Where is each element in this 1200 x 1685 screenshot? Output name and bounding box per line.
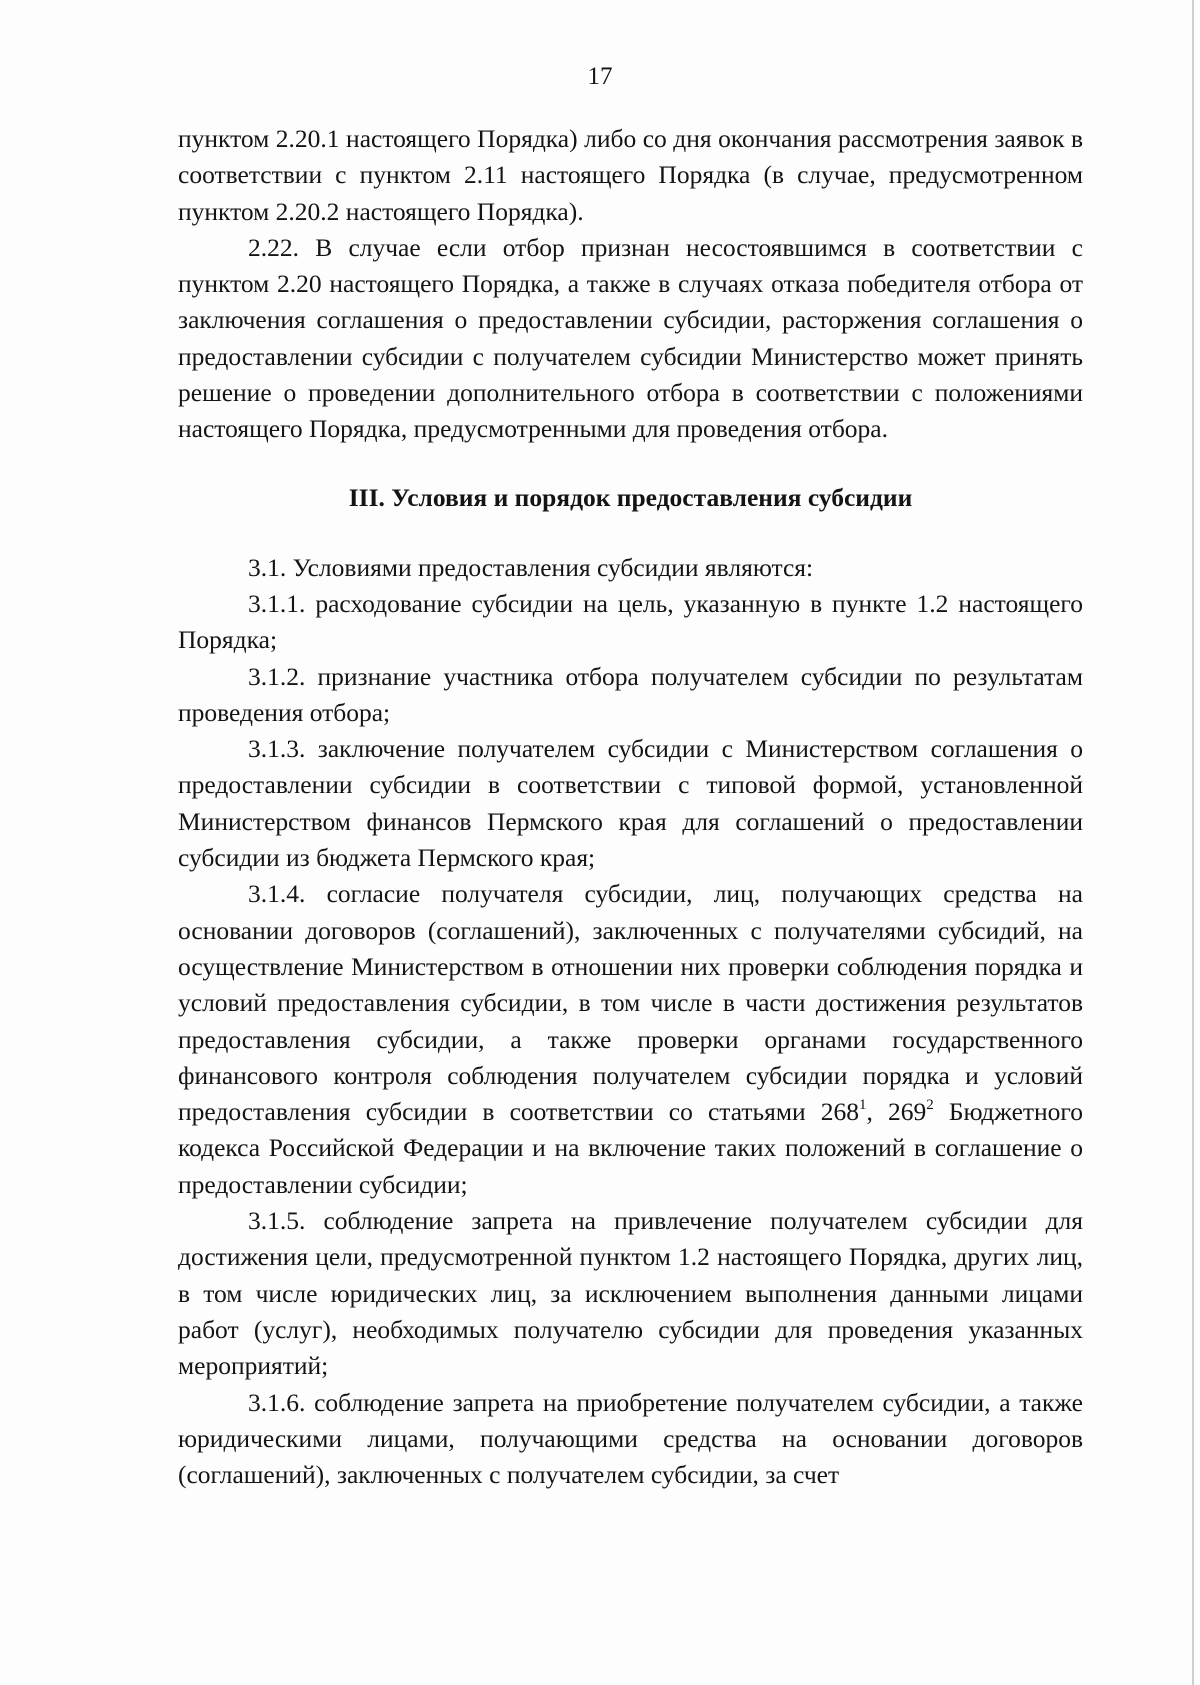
page-number: 17	[587, 63, 613, 90]
paragraph-3-1-4-part1: 3.1.4. согласие получателя субсидии, лиц, получающих средства на основании договоров (соглашений), заключенных с получателями субсидий, на осуществление Министерством в отношении них проверки соблюдения порядка и условий предоставления субсидии, в том числе в части достижения результатов предоставления субсидии, а также проверки органами государственного финансового контроля соблюдения получателем субсидии порядка и условий предоставления субсидии в соответствии со статьями 268	[178, 879, 1083, 1127]
section-heading: III. Условия и порядок предоставления субсидии	[348, 482, 913, 512]
paragraph-3-1: 3.1. Условиями предоставления субсидии являются:	[248, 552, 814, 582]
paragraph-3-1-4-part2: , 269	[866, 1097, 927, 1127]
paragraph-3-1-4-part3: Бюджетного кодекса Российской Федерации и на включение таких положений в соглашение о предоставлении субсидии;	[178, 1097, 1083, 1199]
paragraph-3-1-4	[178, 876, 1083, 1203]
superscript-269: 2	[926, 1097, 934, 1114]
paragraph-3-1-1: 3.1.1. расходование субсидии на цель, указанную в пункте 1.2 настоящего Порядка;	[178, 588, 1083, 655]
paragraph-3-1-3: 3.1.3. заключение получателем субсидии с Министерством соглашения о предоставлении субсидии в соответствии с типовой формой, установленной Министерством финансов Пермского края для соглашений о предоставлении субсидии из бюджета Пермского края;	[178, 734, 1083, 873]
paragraph-2-22: 2.22. В случае если отбор признан несостоявшимся в соответствии с пунктом 2.20 настоящего Порядка, а также в случаях отказа победителя отбора от заключения соглашения о предоставлении субсидии, расторжения соглашения о предоставлении субсидии с получателем субсидии Министерство может принять решение о проведении дополнительного отбора в соответствии с положениями настоящего Порядка, предусмотренными для проведения отбора.	[178, 232, 1083, 444]
superscript-268: 1	[859, 1097, 867, 1114]
paragraph-3-1-5: 3.1.5. соблюдение запрета на привлечение получателем субсидии для достижения цели, предусмотренной пунктом 1.2 настоящего Порядка, других лиц, в том числе юридических лиц, за исключением выполнения данными лицами работ (услуг), необходимых получателю субсидии для проведения указанных мероприятий;	[178, 1206, 1083, 1381]
paragraph-continuation: пунктом 2.20.1 настоящего Порядка) либо со дня окончания рассмотрения заявок в соответствии с пунктом 2.11 настоящего Порядка (в случае, предусмотренном пунктом 2.20.2 настоящего Порядка).	[178, 124, 1083, 226]
paragraph-3-1-6: 3.1.6. соблюдение запрета на приобретение получателем субсидии, а также юридическими лицами, получающими средства на основании договоров (соглашений), заключенных с получателем субсидии, за счет	[178, 1387, 1083, 1490]
document-body	[178, 121, 1083, 1493]
paragraph-3-1-2: 3.1.2. признание участника отбора получателем субсидии по результатам проведения отбора;	[178, 661, 1083, 727]
page-edge-shadow	[1192, 0, 1194, 1685]
